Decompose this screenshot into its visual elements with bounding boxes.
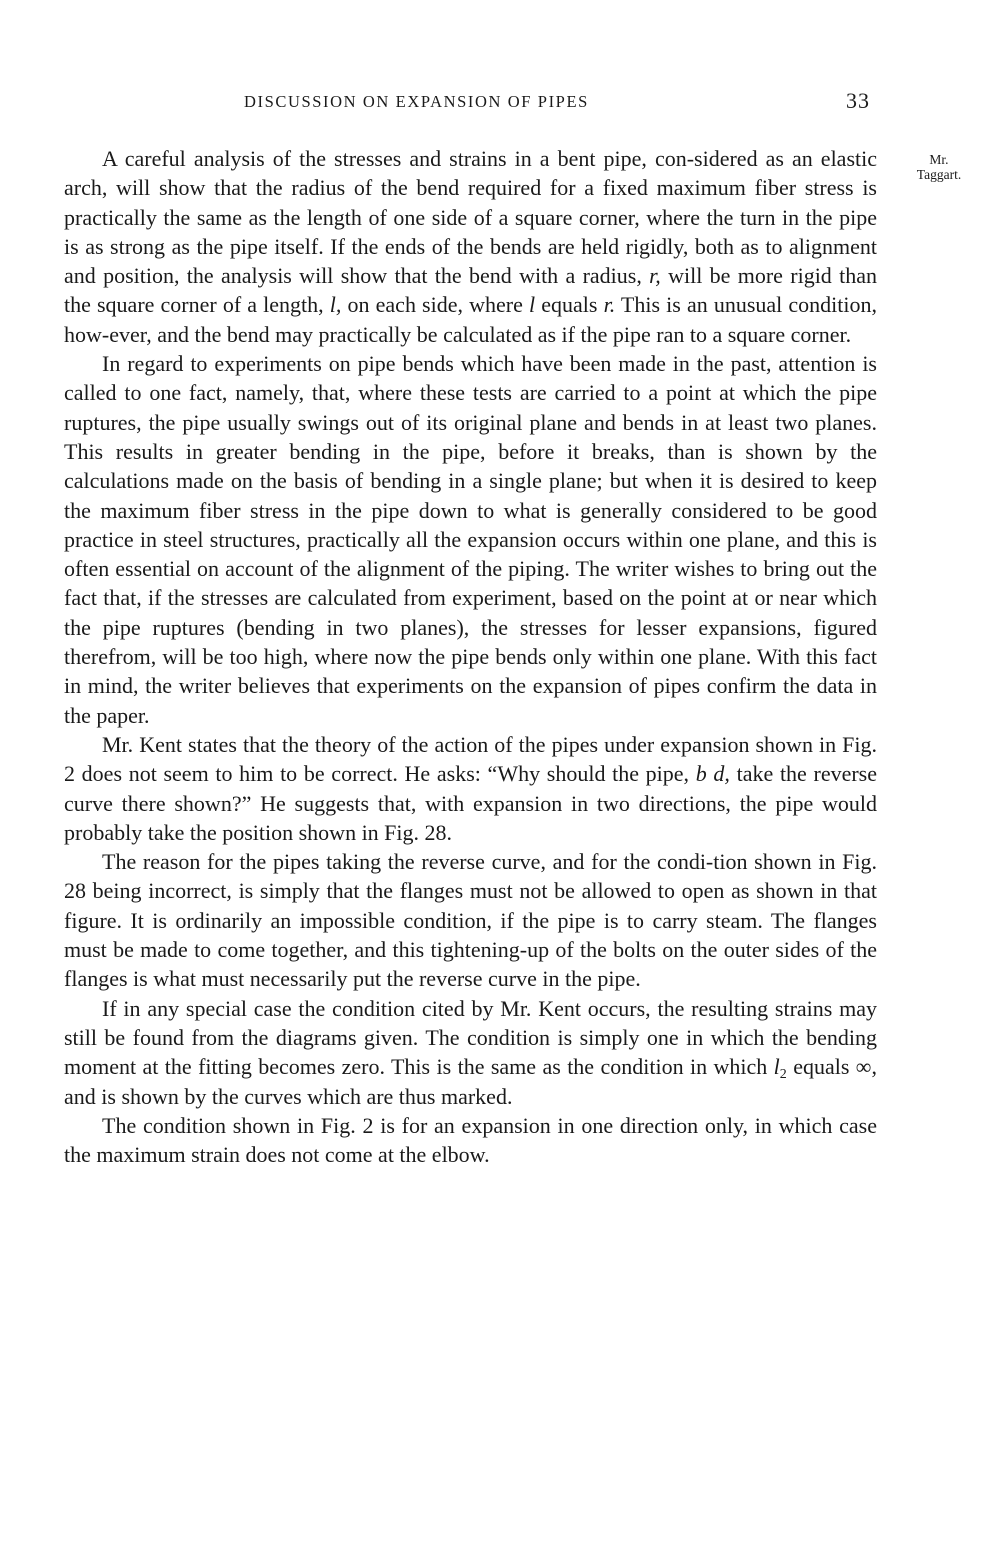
text-run: The reason for the pipes taking the reverse curve, and for the condi-tion shown in Fig. 28 being incorrect, is simply that the flanges must not be allowed to open as shown in that figure. It is ordinarily an impossible condition, if the pipe is to carry steam. The flanges must be made to come together, and this tightening-up of the bolts on the outer sides of the flanges is what must necessarily put the reverse curve in the pipe. (64, 849, 877, 992)
running-head (0, 88, 1000, 118)
italic-variable: b d, (695, 761, 730, 787)
text-run: This is an unusual condition, how-ever, and the bend may practically be calculated as if the pipe ran to a square corner. (64, 292, 877, 347)
text-run: In regard to experiments on pipe bends which have been made in the past, attention is called to one fact, namely, that, where these tests are carried to a point at which the pipe ruptures, the pipe usually swings out of its original plane and bends in at least two planes. This results in greater bending in the pipe, before it breaks, than is shown by the calculations made on the basis of bending in a single plane; but when it is desired to keep the maximum fiber stress in the pipe down to what is generally considered to be good practice in steel structures, practically all the expansion occurs within one plane, and this is often essential on account of the alignment of the piping. The writer wishes to bring out the fact that, if the stresses are calculated from experiment, based on the point at or near which the pipe ruptures (bending in two planes), the stresses for lesser expansions, figured therefrom, will be too high, where now the pipe bends only within one plane. With this fact in mind, the writer believes that experiments on the expansion of pipes confirm the data in the paper. (64, 351, 877, 728)
margin-note-line-2: Taggart. (916, 167, 962, 182)
italic-variable: l (773, 1054, 780, 1080)
paragraph-2 (64, 349, 877, 730)
subscript-text: 2 (779, 1067, 787, 1083)
italic-variable: l (529, 292, 536, 318)
text-run: equals (535, 292, 604, 318)
margin-note-line-1: Mr. (929, 152, 949, 167)
paragraph-4 (64, 847, 877, 993)
text-run: Mr. Kent states that the theory of the action of the pipes under expansion shown in Fig. 2 does not seem to him to be correct. He asks: “Why should the pipe, (64, 731, 877, 787)
paragraph-5 (64, 994, 877, 1111)
italic-variable: l, (329, 292, 342, 318)
text-run: will be more rigid than the square corner of a length, (64, 263, 877, 318)
text-run: If in any special case the condition cited by Mr. Kent occurs, the resulting strains may still be found from the diagrams given. The condition is simply one in which the bending moment at the fitting becomes zero. This is the same as the condition in which (64, 995, 877, 1080)
italic-variable: r. (603, 292, 616, 318)
paragraph-3 (64, 730, 877, 847)
text-run: The condition shown in Fig. 2 is for an expansion in one direction only, in which case the maximum strain does not come at the elbow. (64, 1112, 877, 1168)
text-run: A careful analysis of the stresses and strains in a bent pipe, con-sidered as an elastic arch, will show that the radius of the bend required for a fixed maximum fiber stress is practically the same as the length of one side of a square corner, where the turn in the pipe is as strong as the pipe itself. If the ends of the bends are held rigidly, both as to alignment and position, the analysis will show that the bend with a radius, (64, 146, 877, 289)
paragraph-1 (64, 144, 877, 349)
text-run: take the reverse curve there shown?” He suggests that, with expansion in two directions, the pipe would probably take the position shown in Fig. 28. (64, 761, 878, 845)
text-run: on each side, where (341, 292, 529, 318)
body-text (64, 144, 877, 1169)
page-number: 33 (846, 88, 870, 113)
text-run: equals ∞, and is shown by the curves which are thus marked. (64, 1054, 877, 1109)
margin-note-speaker (899, 152, 979, 182)
running-title: DISCUSSION ON EXPANSION OF PIPES (244, 92, 589, 111)
italic-variable: r, (649, 263, 661, 289)
paragraph-6 (64, 1111, 877, 1170)
